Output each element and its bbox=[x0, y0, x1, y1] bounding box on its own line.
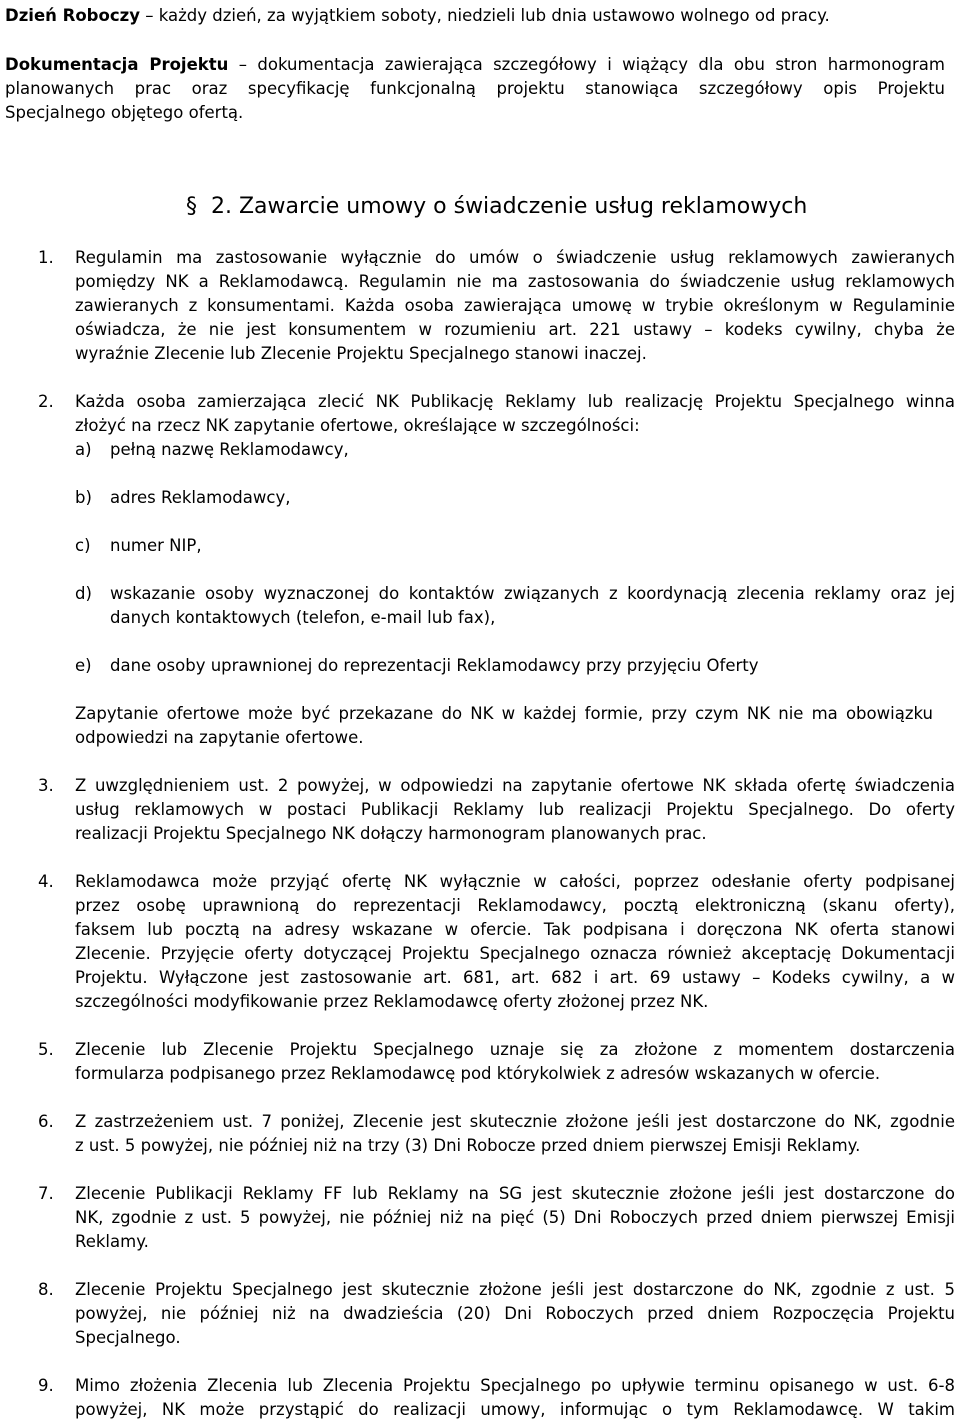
paragraph-number: 8. bbox=[38, 1280, 54, 1299]
paragraph-1-line: pomiędzy NK a Reklamodawcą. Regulamin nie ma zastosowania do świadczenie usług reklamowych bbox=[75, 272, 955, 291]
section-title: 2. Zawarcie umowy o świadczenie usług reklamowych bbox=[211, 194, 808, 219]
paragraph-number: 7. bbox=[38, 1184, 54, 1203]
paragraph-2-line: złożyć na rzecz NK zapytanie ofertowe, określające w szczególności: bbox=[75, 416, 640, 435]
paragraph-4-line: Projektu. Wyłączone jest zastosowanie art. 681, art. 682 i art. 69 ustawy – Kodeks cywilny, a w bbox=[75, 968, 955, 987]
paragraph-number: 3. bbox=[38, 776, 54, 795]
list-letter: a) bbox=[75, 440, 92, 459]
paragraph-6-line: Z zastrzeżeniem ust. 7 poniżej, Zlecenie jest skutecznie złożone jeśli jest dostarczone do NK, zgodnie bbox=[75, 1112, 955, 1131]
paragraph-number: 6. bbox=[38, 1112, 54, 1131]
paragraph-2-line: Każda osoba zamierzająca zlecić NK Publikację Reklamy lub realizację Projektu Specjalnego winna bbox=[75, 392, 955, 411]
list-letter: e) bbox=[75, 656, 92, 675]
section-symbol: § bbox=[186, 194, 197, 219]
paragraph-8-line: powyżej, nie później niż na dwadzieścia (20) Dni Roboczych przed dniem Rozpoczęcia Projektu bbox=[75, 1304, 955, 1323]
paragraph-9-line: Mimo złożenia Zlecenia lub Zlecenia Projektu Specjalnego po upływie terminu opisanego w ust. 6-8 bbox=[75, 1376, 955, 1395]
list-letter: c) bbox=[75, 536, 91, 555]
paragraph-1-line: wyraźnie Zlecenie lub Zlecenie Projektu Specjalnego stanowi inaczej. bbox=[75, 344, 647, 363]
paragraph-7-line: NK, zgodnie z ust. 5 powyżej, nie później niż na pięć (5) Dni Roboczych przed dniem pierwszej Emisji bbox=[75, 1208, 955, 1227]
paragraph-4-line: szczególności modyfikowanie przez Reklamodawcę oferty złożonej przez NK. bbox=[75, 992, 709, 1011]
list-item: dane osoby uprawnionej do reprezentacji Reklamodawcy przy przyjęciu Oferty bbox=[110, 656, 759, 675]
list-item: adres Reklamodawcy, bbox=[110, 488, 291, 507]
definition-dzien-roboczy: Dzień Roboczy – każdy dzień, za wyjątkiem soboty, niedzieli lub dnia ustawowo wolnego od pracy. bbox=[5, 6, 830, 25]
term-dokumentacja-projektu: Dokumentacja Projektu bbox=[5, 55, 229, 74]
section-heading bbox=[186, 194, 807, 220]
paragraph-2-note: Zapytanie ofertowe może być przekazane do NK w każdej formie, przy czym NK nie ma obowiązku bbox=[75, 704, 933, 723]
paragraph-4-line: Zlecenie. Przyjęcie oferty dotyczącej Projektu Specjalnego oznacza również akceptację Dokumentacji bbox=[75, 944, 955, 963]
paragraph-number: 5. bbox=[38, 1040, 54, 1059]
list-item: pełną nazwę Reklamodawcy, bbox=[110, 440, 349, 459]
paragraph-7-line: Reklamy. bbox=[75, 1232, 149, 1251]
list-letter: b) bbox=[75, 488, 92, 507]
list-item: numer NIP, bbox=[110, 536, 202, 555]
paragraph-4-line: Reklamodawca może przyjąć ofertę NK wyłącznie w całości, poprzez odesłanie oferty podpisanej bbox=[75, 872, 955, 891]
paragraph-number: 9. bbox=[38, 1376, 54, 1395]
paragraph-3-line: realizacji Projektu Specjalnego NK dołączy harmonogram planowanych prac. bbox=[75, 824, 707, 843]
paragraph-number: 4. bbox=[38, 872, 54, 891]
definition-line: planowanych prac oraz specyfikację funkcjonalną projektu stanowiąca szczegółowy opis Projektu bbox=[5, 79, 945, 98]
paragraph-1-line: zawieranych z konsumentami. Każda osoba zawierająca umowę w trybie określonym w Regulaminie bbox=[75, 296, 955, 315]
paragraph-2-note: odpowiedzi na zapytanie ofertowe. bbox=[75, 728, 364, 747]
paragraph-3-line: usług reklamowych w postaci Publikacji Reklamy lub realizacji Projektu Specjalnego. Do oferty bbox=[75, 800, 955, 819]
paragraph-8-line: Zlecenie Projektu Specjalnego jest skutecznie złożone jeśli jest dostarczone do NK, zgodnie z ust. 5 bbox=[75, 1280, 955, 1299]
paragraph-8-line: Specjalnego. bbox=[75, 1328, 181, 1347]
definition-line: Specjalnego objętego ofertą. bbox=[5, 103, 244, 122]
term-dzien-roboczy: Dzień Roboczy bbox=[5, 6, 140, 25]
list-item-continuation: danych kontaktowych (telefon, e-mail lub fax), bbox=[110, 608, 496, 627]
paragraph-4-line: faksem lub pocztą na adresy wskazane w ofercie. Tak podpisana i doręczona NK oferta stanowi bbox=[75, 920, 955, 939]
list-item: wskazanie osoby wyznaczonej do kontaktów związanych z koordynacją zlecenia reklamy oraz jej bbox=[110, 584, 955, 603]
paragraph-number: 1. bbox=[38, 248, 54, 267]
paragraph-1-line: Regulamin ma zastosowanie wyłącznie do umów o świadczenie usług reklamowych zawieranych bbox=[75, 248, 955, 267]
paragraph-9-line: powyżej, NK może przystąpić do realizacji umowy, informując o tym Reklamodawcę. W takim bbox=[75, 1400, 955, 1419]
paragraph-6-line: z ust. 5 powyżej, nie później niż na trzy (3) Dni Robocze przed dniem pierwszej Emisji Reklamy. bbox=[75, 1136, 861, 1155]
paragraph-7-line: Zlecenie Publikacji Reklamy FF lub Reklamy na SG jest skutecznie złożone jeśli jest dostarczone do bbox=[75, 1184, 955, 1203]
list-letter: d) bbox=[75, 584, 92, 603]
paragraph-5-line: Zlecenie lub Zlecenie Projektu Specjalnego uznaje się za złożone z momentem dostarczenia bbox=[75, 1040, 955, 1059]
paragraph-3-line: Z uwzględnieniem ust. 2 powyżej, w odpowiedzi na zapytanie ofertowe NK składa ofertę świadczenia bbox=[75, 776, 955, 795]
paragraph-4-line: przez osobę uprawnioną do reprezentacji Reklamodawcy, pocztą elektroniczną (skanu oferty), bbox=[75, 896, 955, 915]
paragraph-5-line: formularza podpisanego przez Reklamodawcę pod którykolwiek z adresów wskazanych w ofercie. bbox=[75, 1064, 881, 1083]
paragraph-number: 2. bbox=[38, 392, 54, 411]
paragraph-1-line: oświadcza, że nie jest konsumentem w rozumieniu art. 221 ustawy – kodeks cywilny, chyba że bbox=[75, 320, 955, 339]
definition-dokumentacja-projektu: Dokumentacja Projektu – dokumentacja zawierająca szczegółowy i wiążący dla obu stron harmonogram bbox=[5, 55, 945, 74]
